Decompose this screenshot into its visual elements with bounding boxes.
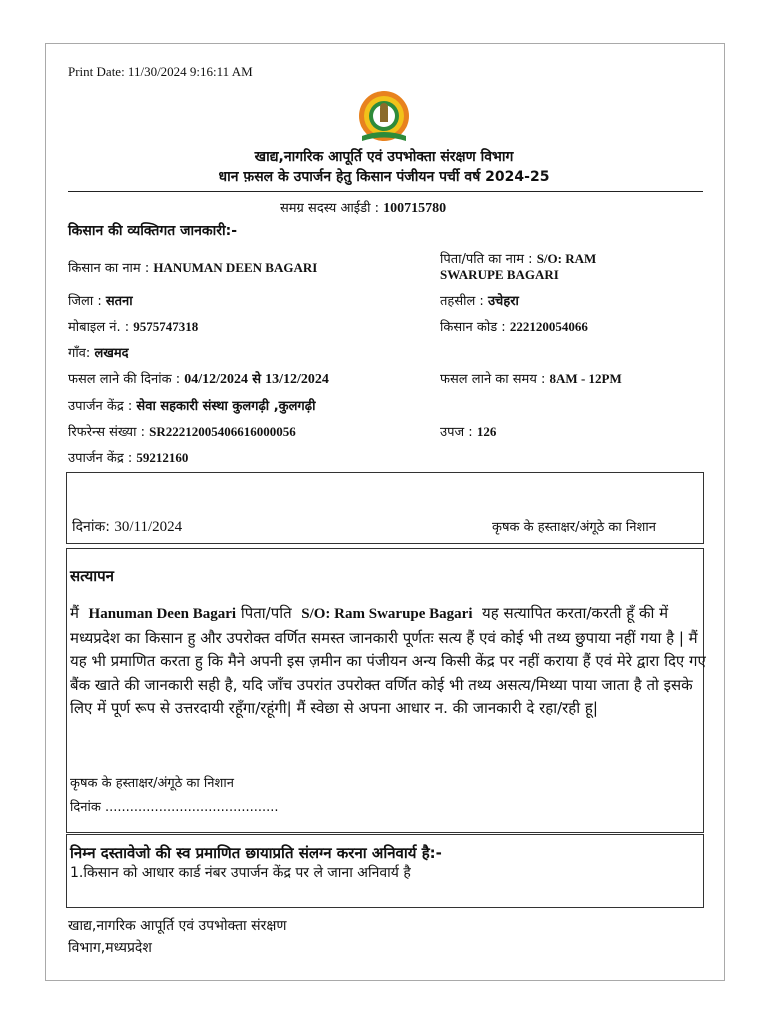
crop-date-to: 13/12/2024 [265, 372, 329, 387]
verification-date-label: दिनांक .......................................... [70, 800, 279, 815]
district-label: जिला : [68, 294, 102, 309]
signature-date-value: 30/11/2024 [114, 519, 183, 535]
verification-body-text: यह सत्यापित करता/करती हूँ की में मध्यप्रदेश का किसान हु और उपरोक्त वर्णित समस्त जानकारी पूर्णतः सत्य हैं एवं कोई भी तथ्य छुपाया नहीं गया है | मैं यह भी प्रमाणित करता हु कि मैने अपनी इस ज़मीन का पंजीयन अन्य किसी केंद्र पर नहीं कराया हैं एवं मेरे द्वारा दिए गए बैंक खाते की जानकारी सही है, यदि जाँच उपरांत उपरोक्त वर्णित कोई भी तथ्य असत्य/मिथ्या पाया जाता है तो इसके लिए में पूर्ण रूप से उत्तरदायी रहूँगा/रहूंगी| मैं स्वेछा से अपना आधार न. की जानकारी दे रहा/रही हू| [70, 604, 706, 717]
footer-department-line1: खाद्य,नागरिक आपूर्ति एवं उपभोक्ता संरक्षण [68, 918, 287, 934]
verification-title: सत्यापन [70, 567, 114, 585]
village-label: गाँव: [68, 346, 91, 361]
procurement-centre-row [68, 396, 315, 414]
mp-government-emblem-icon [352, 88, 416, 144]
print-date: Print Date: 11/30/2024 9:16:11 AM [68, 64, 253, 79]
district-value: सतना [105, 294, 133, 309]
tehsil-label: तहसील : [440, 294, 484, 309]
tehsil-value: उचेहरा [487, 294, 519, 309]
mobile-row [68, 317, 198, 335]
father-name-value-1: S/O: RAM [536, 251, 597, 266]
samagra-id [280, 198, 446, 217]
farmer-code-value: 222120054066 [509, 319, 588, 334]
district-row [68, 291, 133, 309]
produce-label: उपज : [440, 425, 473, 440]
crop-date-from: 04/12/2024 [184, 372, 249, 387]
verification-farmer-name: Hanuman Deen Bagari [88, 606, 237, 622]
samagra-id-label: समग्र सदस्य आईडी : [280, 201, 379, 216]
crop-date-label: फसल लाने की दिनांक : [68, 372, 181, 387]
samagra-id-value: 100715780 [383, 201, 447, 216]
crop-time-value: 8AM - 12PM [549, 371, 622, 386]
reference-label: रिफरेन्स संख्या : [68, 425, 145, 440]
father-name-label: पिता/पति का नाम : [440, 252, 533, 267]
crop-date-row [68, 369, 329, 388]
centre-code-label: उपार्जन केंद्र : [68, 451, 133, 466]
department-title: खाद्य,नागरिक आपूर्ति एवं उपभोक्ता संरक्षण विभाग [254, 149, 514, 165]
procurement-centre-label: उपार्जन केंद्र : [68, 399, 133, 414]
signature-date-label: दिनांक: [72, 519, 110, 535]
slip-title: धान फ़सल के उपार्जन हेतु किसान पंजीयन पर्ची वर्ष 2024-25 [218, 169, 550, 185]
produce-row [440, 422, 496, 440]
documents-title: निम्न दस्तावेजो की स्व प्रमाणित छायाप्रति संलग्न करना अनिवार्य है:- [70, 844, 442, 862]
produce-value: 126 [476, 424, 497, 439]
farmer-name-row [68, 258, 317, 276]
personal-info-heading: किसान की व्यक्तिगत जानकारी:- [68, 223, 238, 239]
crop-time-label: फसल लाने का समय : [440, 372, 546, 387]
farmer-code-row [440, 317, 588, 335]
crop-time-row [440, 369, 622, 387]
footer-department-line2: विभाग,मध्यप्रदेश [68, 940, 152, 956]
mobile-value: 9575747318 [133, 319, 199, 334]
reference-value: SR22212005406616000056 [149, 424, 296, 439]
village-row [68, 343, 129, 361]
verification-paragraph [70, 602, 706, 721]
documents-item-1: 1.किसान को आधार कार्ड नंबर उपार्जन केंद्र पर ले जाना अनिवार्य है [70, 865, 411, 881]
verification-relation-label: पिता/पति [240, 604, 292, 622]
farmer-code-label: किसान कोड : [440, 320, 506, 335]
father-name-row [440, 249, 596, 267]
verification-father-name: S/O: Ram Swarupe Bagari [301, 606, 473, 622]
farmer-signature-label: कृषक के हस्ताक्षर/अंगूठे का निशान [492, 520, 656, 535]
village-value: लखमद [94, 346, 129, 361]
procurement-centre-value: सेवा सहकारी संस्था कुलगढ़ी ,कुलगढ़ी [136, 399, 316, 414]
centre-code-row [68, 448, 188, 466]
verification-signature-label: कृषक के हस्ताक्षर/अंगूठे का निशान [70, 776, 234, 791]
centre-code-value: 59212160 [136, 450, 189, 465]
verification-p-start: मैं [70, 604, 79, 622]
tehsil-row [440, 291, 519, 309]
reference-row [68, 422, 296, 440]
farmer-name-value: HANUMAN DEEN BAGARI [153, 260, 318, 275]
header-divider [68, 191, 703, 192]
farmer-name-label: किसान का नाम : [68, 261, 150, 276]
mobile-label: मोबाइल नं. : [68, 320, 130, 335]
signature-date [72, 517, 182, 536]
father-name-value-2: SWARUPE BAGARI [440, 267, 559, 282]
crop-date-separator: से [252, 372, 261, 387]
